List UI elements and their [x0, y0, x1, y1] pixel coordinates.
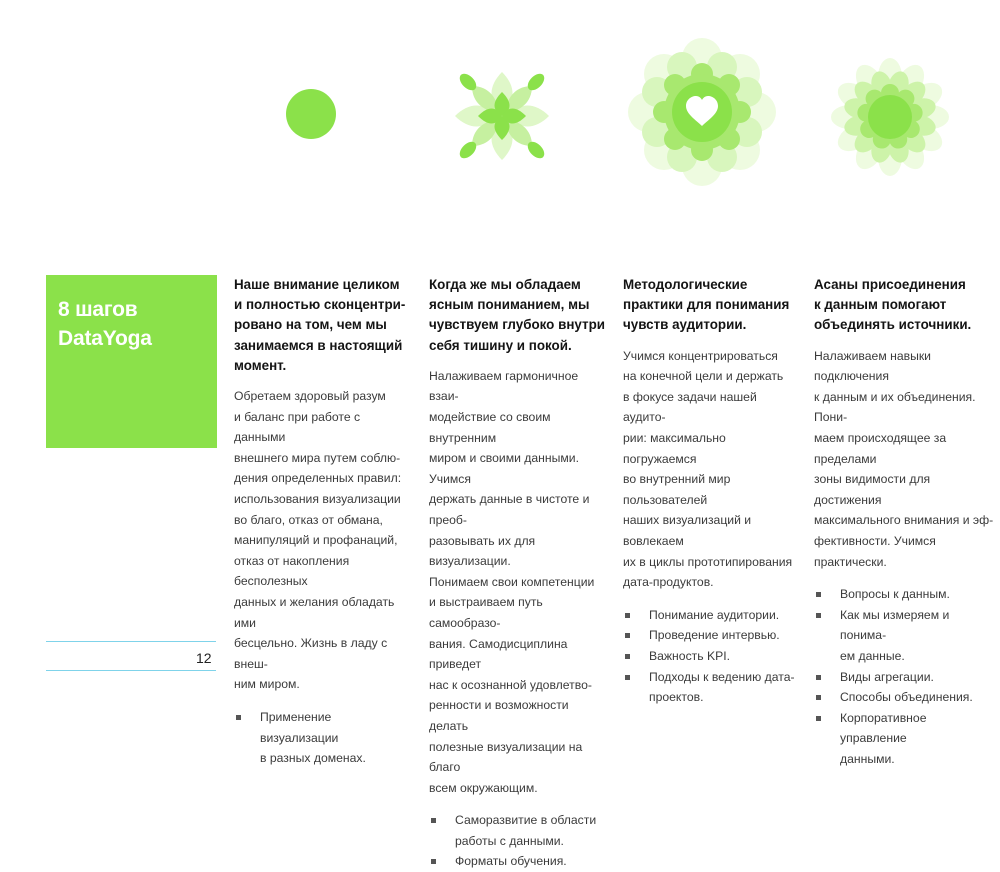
- list-item: Корпоративное управление данными.: [814, 708, 996, 770]
- section-title-box: [46, 275, 217, 448]
- bullet-icon: [816, 675, 821, 680]
- list-item: Важность KPI.: [623, 646, 801, 667]
- column-4: [814, 275, 996, 769]
- page-number: 12: [196, 650, 212, 666]
- column-lead: Когда же мы обладаем ясным пониманием, мы чувствуем глубоко внутри себя тишину и покой.: [429, 277, 605, 353]
- list-item: Проведение интервью.: [623, 625, 801, 646]
- flower-icon: [449, 66, 555, 166]
- column-lead: Наше внимание целиком и полностью сконцентри- ровано на том, чем мы занимаемся в настоящий момент.: [234, 277, 406, 373]
- bullet-icon: [816, 716, 821, 721]
- list-item: Саморазвитие в области работы с данными.: [429, 810, 609, 851]
- list-item: Вопросы к данным.: [814, 584, 996, 605]
- bullet-list: [429, 810, 609, 872]
- footer-rule-top: [46, 641, 216, 642]
- column-body: Налаживаем гармоничное взаи- модействие со своим внутренним миром и своими данными. Учимся держать данные в чистоте и преоб- разовывать их для визуализации. Понимаем свои компетенции и выстраиваем путь самообразо- вания. Самодисциплина приведет нас к осознанной удовлетво- ренности и возможности делать полезные визуализации на благо всем окружающим.: [429, 368, 595, 795]
- column-body: Обретаем здоровый разум и баланс при работе с данными внешнего мира путем соблю- дения определенных правил: использования визуализации во благо, отказ от обмана, манипуляций и профанаций, отказ от накопления бесполезных данных и желания обладать ими бесцельно. Жизнь в ладу с внеш- ним миром.: [234, 389, 402, 692]
- list-item: Способы объединения.: [814, 687, 996, 708]
- list-item: Понимание аудитории.: [623, 605, 801, 626]
- column-1: [234, 275, 412, 769]
- bullet-icon: [816, 613, 821, 618]
- list-item: Виды агрегации.: [814, 667, 996, 688]
- column-lead: Асаны присоединения к данным помогают объединять источники.: [814, 277, 972, 333]
- column-body: Налаживаем навыки подключения к данным и их объединения. Пони- маем происходящее за пределами зоны видимости для достижения максимального внимания и эф- фективности. Учимся практически.: [814, 348, 994, 569]
- column-2: [429, 275, 609, 872]
- circle-icon: [284, 87, 338, 141]
- bullet-icon: [236, 715, 241, 720]
- bullet-icon: [625, 675, 630, 680]
- bullet-icon: [431, 859, 436, 864]
- bullet-icon: [625, 654, 630, 659]
- bullet-list: [814, 584, 996, 769]
- bullet-icon: [816, 592, 821, 597]
- heart-flower-icon: [626, 36, 778, 188]
- column-3: [623, 275, 801, 708]
- bullet-icon: [816, 695, 821, 700]
- footer-rule-bottom: [46, 670, 216, 671]
- bullet-icon: [625, 613, 630, 618]
- list-item: Применение визуализации в разных доменах.: [234, 707, 412, 769]
- list-item: Подходы к ведению дата- проектов.: [623, 667, 801, 708]
- bullet-list: [234, 707, 412, 769]
- bullet-list: [623, 605, 801, 708]
- section-title: 8 шагов DataYoga: [58, 298, 152, 350]
- list-item: Как мы измеряем и понима- ем данные.: [814, 605, 996, 667]
- bullet-icon: [625, 633, 630, 638]
- sunflower-icon: [831, 58, 949, 176]
- column-body: Учимся концентрироваться на конечной цели и держать в фокусе задачи нашей аудито- рии: максимально погружаемся во внутренний мир пользователей наших визуализаций и вовлекаем их в циклы прототипирования дата-продуктов.: [623, 348, 793, 590]
- bullet-icon: [431, 818, 436, 823]
- list-item: Форматы обучения.: [429, 851, 609, 872]
- column-lead: Методологические практики для понимания чувств аудитории.: [623, 277, 790, 333]
